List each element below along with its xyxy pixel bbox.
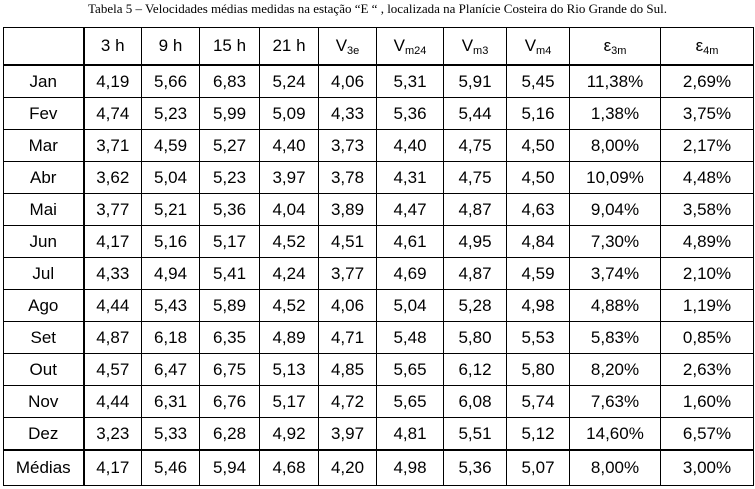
table-cell: 4,89% <box>661 226 754 258</box>
row-label: Set <box>4 322 84 354</box>
table-cell: 4,88% <box>570 290 661 322</box>
totals-row <box>4 450 754 486</box>
table-cell: 2,63% <box>661 354 754 386</box>
table-cell: 5,23 <box>142 98 200 130</box>
table-cell: 5,24 <box>260 65 319 98</box>
row-label: Jan <box>4 65 84 98</box>
table-cell: 8,00% <box>570 130 661 162</box>
row-label: Mai <box>4 194 84 226</box>
table-cell: 5,80 <box>444 322 507 354</box>
table-cell: 6,18 <box>142 322 200 354</box>
table-cell: 6,08 <box>444 386 507 418</box>
header-row <box>4 28 754 66</box>
table-cell: 5,36 <box>377 98 444 130</box>
header-cell: $V_{m4}$ <box>507 28 570 66</box>
table-cell: 5,91 <box>444 65 507 98</box>
table-cell: 6,75 <box>200 354 260 386</box>
table-cell: 4,63 <box>507 194 570 226</box>
table-cell: 3,73 <box>319 130 377 162</box>
table-cell: 5,21 <box>142 194 200 226</box>
header-cell: $V_{3e}$ <box>319 28 377 66</box>
table-cell: 4,94 <box>142 258 200 290</box>
table-cell: 7,30% <box>570 226 661 258</box>
totals-cell: 3,00% <box>661 450 754 486</box>
table-cell: 4,24 <box>260 258 319 290</box>
table-cell: 4,47 <box>377 194 444 226</box>
table-cell: 5,66 <box>142 65 200 98</box>
table-row <box>4 162 754 194</box>
table-cell: 5,09 <box>260 98 319 130</box>
totals-cell: 5,94 <box>200 450 260 486</box>
table-cell: 6,31 <box>142 386 200 418</box>
table-cell: 5,99 <box>200 98 260 130</box>
totals-cell: 4,17 <box>84 450 142 486</box>
table-cell: 4,75 <box>444 162 507 194</box>
table-row <box>4 226 754 258</box>
totals-label: Médias <box>4 450 84 486</box>
table-cell: 5,31 <box>377 65 444 98</box>
totals-cell: 5,46 <box>142 450 200 486</box>
table-cell: 6,47 <box>142 354 200 386</box>
table-cell: 4,33 <box>84 258 142 290</box>
table-row <box>4 65 754 98</box>
table-cell: 3,89 <box>319 194 377 226</box>
table-cell: 4,87 <box>444 258 507 290</box>
table-cell: 4,48% <box>661 162 754 194</box>
row-label: Ago <box>4 290 84 322</box>
table-cell: 5,17 <box>200 226 260 258</box>
table-cell: 5,53 <box>507 322 570 354</box>
table-cell: 6,83 <box>200 65 260 98</box>
table-cell: 1,38% <box>570 98 661 130</box>
row-label: Dez <box>4 418 84 451</box>
table-cell: 4,59 <box>507 258 570 290</box>
table-cell: 6,76 <box>200 386 260 418</box>
table-caption: Tabela 5 – Velocidades médias medidas na estação “E “ , localizada na Planície Costeira do Rio Grande do Sul. <box>88 1 667 16</box>
table-cell: 4,69 <box>377 258 444 290</box>
header-cell: 9 h <box>142 28 200 66</box>
row-label: Jul <box>4 258 84 290</box>
table-row <box>4 290 754 322</box>
header-cell: 3 h <box>84 28 142 66</box>
table-cell: 2,17% <box>661 130 754 162</box>
table-cell: 5,33 <box>142 418 200 451</box>
table-cell: 3,97 <box>260 162 319 194</box>
table-cell: 7,63% <box>570 386 661 418</box>
table-cell: 14,60% <box>570 418 661 451</box>
table-cell: 4,84 <box>507 226 570 258</box>
table-cell: 5,16 <box>507 98 570 130</box>
table-cell: 5,28 <box>444 290 507 322</box>
table-cell: 3,74% <box>570 258 661 290</box>
totals-cell: 8,00% <box>570 450 661 486</box>
table-cell: 5,83% <box>570 322 661 354</box>
table-cell: 5,12 <box>507 418 570 451</box>
header-cell: 21 h <box>260 28 319 66</box>
table-cell: 4,61 <box>377 226 444 258</box>
table-cell: 4,98 <box>507 290 570 322</box>
table-cell: 3,71 <box>84 130 142 162</box>
table-cell: 5,17 <box>260 386 319 418</box>
header-cell: $\varepsilon_{3m}$ <box>570 28 661 66</box>
table-cell: 3,62 <box>84 162 142 194</box>
table-cell: 4,51 <box>319 226 377 258</box>
table-cell: 3,97 <box>319 418 377 451</box>
table-cell: 4,17 <box>84 226 142 258</box>
table-cell: 6,57% <box>661 418 754 451</box>
table-cell: 2,10% <box>661 258 754 290</box>
table-cell: 4,81 <box>377 418 444 451</box>
table-cell: 4,87 <box>84 322 142 354</box>
row-label: Out <box>4 354 84 386</box>
table-cell: 4,50 <box>507 130 570 162</box>
row-label: Mar <box>4 130 84 162</box>
table-cell: 4,57 <box>84 354 142 386</box>
table-cell: 4,44 <box>84 290 142 322</box>
table-cell: 4,44 <box>84 386 142 418</box>
totals-cell: 4,20 <box>319 450 377 486</box>
row-label: Nov <box>4 386 84 418</box>
table-row <box>4 322 754 354</box>
table-cell: 6,28 <box>200 418 260 451</box>
table-cell: 3,58% <box>661 194 754 226</box>
table-cell: 3,23 <box>84 418 142 451</box>
table-cell: 4,89 <box>260 322 319 354</box>
table-cell: 5,43 <box>142 290 200 322</box>
table-cell: 4,75 <box>444 130 507 162</box>
table-cell: 4,52 <box>260 290 319 322</box>
table-row <box>4 386 754 418</box>
table-cell: 5,89 <box>200 290 260 322</box>
table-cell: 4,52 <box>260 226 319 258</box>
table-cell: 5,65 <box>377 386 444 418</box>
table-cell: 6,35 <box>200 322 260 354</box>
totals-cell: 4,98 <box>377 450 444 486</box>
table-cell: 5,16 <box>142 226 200 258</box>
table-cell: 4,59 <box>142 130 200 162</box>
table-row <box>4 194 754 226</box>
table-cell: 4,74 <box>84 98 142 130</box>
totals-cell: 4,68 <box>260 450 319 486</box>
table-row <box>4 98 754 130</box>
table-row <box>4 258 754 290</box>
table-cell: 5,04 <box>142 162 200 194</box>
table-cell: 4,06 <box>319 65 377 98</box>
table-cell: 4,04 <box>260 194 319 226</box>
table-cell: 6,12 <box>444 354 507 386</box>
table-cell: 5,23 <box>200 162 260 194</box>
table-cell: 5,48 <box>377 322 444 354</box>
table-cell: 5,13 <box>260 354 319 386</box>
table-cell: 8,20% <box>570 354 661 386</box>
table-cell: 4,72 <box>319 386 377 418</box>
table-cell: 3,77 <box>84 194 142 226</box>
table-cell: 4,31 <box>377 162 444 194</box>
table-row <box>4 354 754 386</box>
totals-cell: 5,07 <box>507 450 570 486</box>
totals-cell: 5,36 <box>444 450 507 486</box>
table-cell: 3,75% <box>661 98 754 130</box>
table-cell: 10,09% <box>570 162 661 194</box>
table-cell: 5,41 <box>200 258 260 290</box>
header-cell: $V_{m3}$ <box>444 28 507 66</box>
table-cell: 4,92 <box>260 418 319 451</box>
table-cell: 5,27 <box>200 130 260 162</box>
header-cell: 15 h <box>200 28 260 66</box>
header-corner-cell <box>4 28 84 66</box>
table-cell: 11,38% <box>570 65 661 98</box>
table-cell: 5,04 <box>377 290 444 322</box>
table-cell: 4,40 <box>377 130 444 162</box>
table-cell: 4,40 <box>260 130 319 162</box>
table-cell: 4,85 <box>319 354 377 386</box>
table-cell: 4,71 <box>319 322 377 354</box>
table-cell: 5,65 <box>377 354 444 386</box>
table-cell: 3,77 <box>319 258 377 290</box>
table-cell: 4,33 <box>319 98 377 130</box>
table-cell: 2,69% <box>661 65 754 98</box>
table-row <box>4 130 754 162</box>
table-cell: 1,19% <box>661 290 754 322</box>
table-cell: 4,50 <box>507 162 570 194</box>
table-cell: 4,95 <box>444 226 507 258</box>
table-cell: 4,19 <box>84 65 142 98</box>
table-cell: 4,87 <box>444 194 507 226</box>
row-label: Fev <box>4 98 84 130</box>
table-cell: 1,60% <box>661 386 754 418</box>
table-row <box>4 418 754 451</box>
header-cell: $V_{m24}$ <box>377 28 444 66</box>
table-cell: 3,78 <box>319 162 377 194</box>
table-cell: 0,85% <box>661 322 754 354</box>
table-cell: 5,51 <box>444 418 507 451</box>
row-label: Jun <box>4 226 84 258</box>
table-cell: 5,44 <box>444 98 507 130</box>
table-cell: 4,06 <box>319 290 377 322</box>
table-cell: 9,04% <box>570 194 661 226</box>
table-cell: 5,36 <box>200 194 260 226</box>
header-cell: $\varepsilon_{4m}$ <box>661 28 754 66</box>
velocity-table <box>3 27 754 486</box>
table-cell: 5,74 <box>507 386 570 418</box>
row-label: Abr <box>4 162 84 194</box>
table-cell: 5,80 <box>507 354 570 386</box>
table-cell: 5,45 <box>507 65 570 98</box>
